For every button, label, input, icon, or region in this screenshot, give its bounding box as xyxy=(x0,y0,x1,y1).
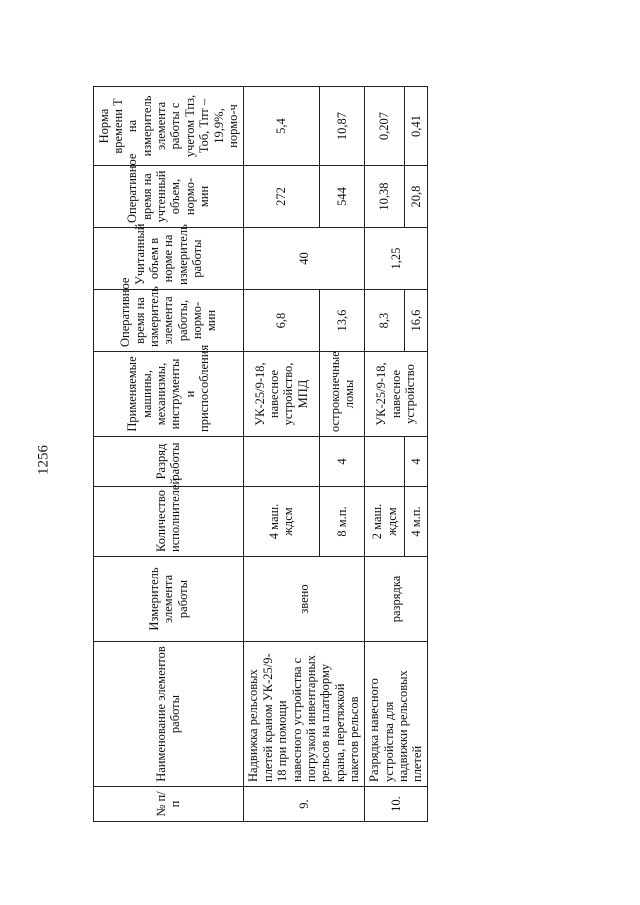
row-op-total: 10,38 xyxy=(364,166,404,228)
header-equipment: Применяемые машины, механизмы, инструменты и приспособления xyxy=(94,352,244,437)
row-norm: 5,4 xyxy=(243,87,319,166)
row-grade xyxy=(364,437,404,487)
header-grade: Разряд работы xyxy=(94,437,244,487)
header-row xyxy=(94,87,244,822)
header-unit: Измеритель элемента работы xyxy=(94,557,244,642)
row-equipment: УК-25/9-18, навесное устройство xyxy=(364,352,427,437)
row-op-time: 8,3 xyxy=(364,290,404,352)
row-num: 9. xyxy=(243,787,364,822)
header-norm: Норма времени Т на измеритель элемента работы с учетом Тпз, Тоб, Тпт – 19,9%, нормо-ч xyxy=(94,87,244,166)
row-op-total: 544 xyxy=(319,166,364,228)
row-op-total: 20,8 xyxy=(405,166,428,228)
row-grade: 4 xyxy=(405,437,428,487)
header-op-total: Оперативное время на учтенный объем, нормо-мин xyxy=(94,166,244,228)
row-op-time: 13,6 xyxy=(319,290,364,352)
header-volume: Учитанный объем в норме на измеритель работы xyxy=(94,228,244,290)
row-name: Надвижка рельсовых плетей краном УК-25/9-18 при помощи навесного устройства с погрузкой инвентарных рельсов на платформу крана, перетяжкой пакетов рельсов xyxy=(243,642,364,787)
row-volume: 40 xyxy=(243,228,364,290)
row-norm: 0,207 xyxy=(364,87,404,166)
row-grade: 4 xyxy=(319,437,364,487)
rotated-table-wrapper xyxy=(93,87,428,822)
table-row xyxy=(243,87,319,822)
row-num: 10. xyxy=(364,787,427,822)
row-name: Разрядка навесного устройства для надвижки рельсовых плетей xyxy=(364,642,427,787)
row-workers: 4 маш. ждсм xyxy=(243,487,319,557)
table-row xyxy=(364,87,404,822)
row-norm: 0,41 xyxy=(405,87,428,166)
row-workers: 8 м.п. xyxy=(319,487,364,557)
row-workers: 2 маш. ждсм xyxy=(364,487,404,557)
page-number: 1256 xyxy=(35,445,52,475)
row-op-time: 16,6 xyxy=(405,290,428,352)
header-workers: Количество исполнителей xyxy=(94,487,244,557)
row-workers: 4 м.п. xyxy=(405,487,428,557)
row-op-time: 6,8 xyxy=(243,290,319,352)
row-unit: звено xyxy=(243,557,364,642)
norms-table xyxy=(93,86,428,822)
row-grade xyxy=(243,437,319,487)
header-op-time: Оперативное время на измеритель элемента работы, нормо-мин xyxy=(94,290,244,352)
row-norm: 10,87 xyxy=(319,87,364,166)
row-equipment: остроконечные ломы xyxy=(319,352,364,437)
header-num: № п/п xyxy=(94,787,244,822)
header-name: Наименование элементов работы xyxy=(94,642,244,787)
row-volume: 1,25 xyxy=(364,228,427,290)
row-unit: разрядка xyxy=(364,557,427,642)
row-op-total: 272 xyxy=(243,166,319,228)
row-equipment: УК-25/9-18, навесное устройство, МПД xyxy=(243,352,319,437)
